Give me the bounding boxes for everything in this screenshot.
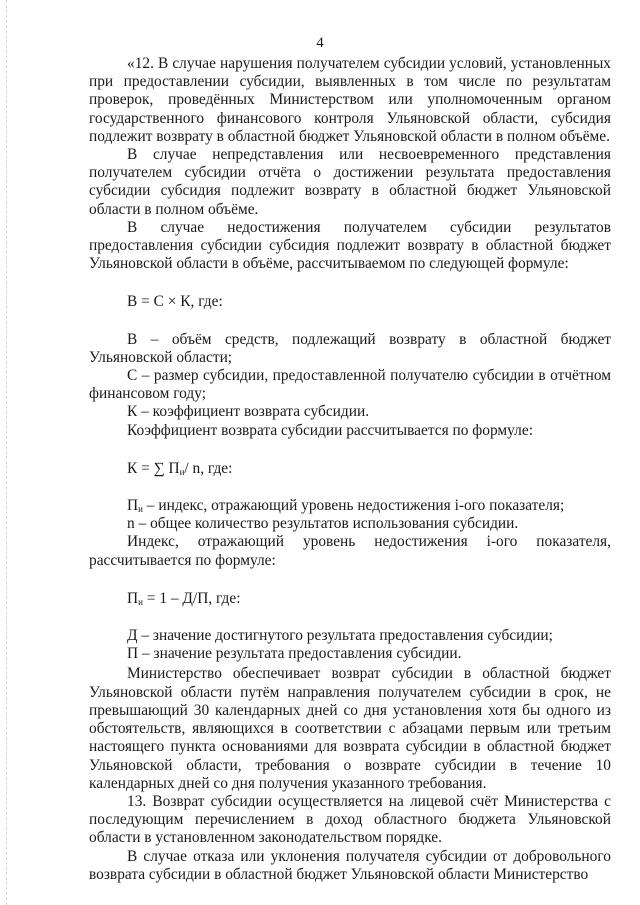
paragraph-ministry-return: Министерство обеспечивает возврат субсидии в областной бюджет Ульяновской области путём направления получателем субсидии в срок, не превышающий 30 календарных дней со дня установления хотя бы одного из обстоятельств, являющихся в соответствии с абзацами первым или третьим настоящего пункта основаниями для возврата субсидии в областной бюджет Ульяновской области, требования о возврате субсидии в течение 10 календарных дней со дня получения указанного требования.: [89, 665, 611, 792]
definition-p: П – значение результата предоставления субсидии.: [127, 645, 462, 663]
formula-return: В = С × К, где:: [127, 293, 223, 311]
definition-b: В – объём средств, подлежащий возврату в областной бюджет Ульяновской области;: [89, 330, 611, 366]
definition-n: n – общее количество результатов использования субсидии.: [127, 515, 519, 533]
page-body: [89, 55, 611, 884]
definition-index: $П_и$ – индекс, отражающий уровень недостижения i-ого показателя;: [127, 497, 565, 515]
definition-d: Д – значение достигнутого результата предоставления субсидии;: [127, 627, 553, 645]
formula-subscript: и: [179, 466, 185, 477]
coefficient-intro: Коэффициент возврата субсидии рассчитывается по формуле:: [127, 421, 533, 439]
definition-c: С – размер субсидии, предоставленной получателю субсидии в отчётном финансовом году;: [89, 367, 611, 403]
definition-k: К – коэффициент возврата субсидии.: [127, 403, 370, 421]
index-subscript: и: [138, 596, 143, 607]
index-intro: Индекс, отражающий уровень недостижения i-ого показателя, рассчитывается по формуле:: [89, 533, 611, 569]
definition-subscript: и: [138, 504, 143, 515]
paragraph-no-report: В случае непредставления или несвоевременного представления получателем субсидии отчёта о достижении результата предоставления субсидии субсидия подлежит возврату в областной бюджет Ульяновской области в полном объёме.: [89, 146, 611, 218]
page-number: 4: [316, 35, 324, 51]
formula-coefficient: К = ∑ $П_и/$ n, где:: [127, 459, 233, 477]
left-margin-line: [6, 0, 7, 905]
paragraph-refusal: В случае отказа или уклонения получателя субсидии от добровольного возврата субсидии в областной бюджет Ульяновской области Министерство: [89, 847, 611, 883]
paragraph-13: 13. Возврат субсидии осуществляется на лицевой счёт Министерства с последующим перечислением в доход областного бюджета Ульяновской области в установленном законодательством порядке.: [89, 792, 611, 847]
formula-index: $П_и = 1 - Д/П$, где:: [127, 589, 241, 607]
paragraph-12-violation: «12. В случае нарушения получателем субсидии условий, установленных при предоставлении субсидии, выявленных в том числе по результатам проверок, проведённых Министерством или уполномоченным органом государственного финансового контроля Ульяновской области, субсидия подлежит возврату в областной бюджет Ульяновской области в полном объёме.: [89, 55, 611, 145]
paragraph-not-achieved: В случае недостижения получателем субсидии результатов предоставления субсидии субсидия подлежит возврату в областной бюджет Ульяновской области в объёме, рассчитываемом по следующей формуле:: [89, 218, 611, 273]
